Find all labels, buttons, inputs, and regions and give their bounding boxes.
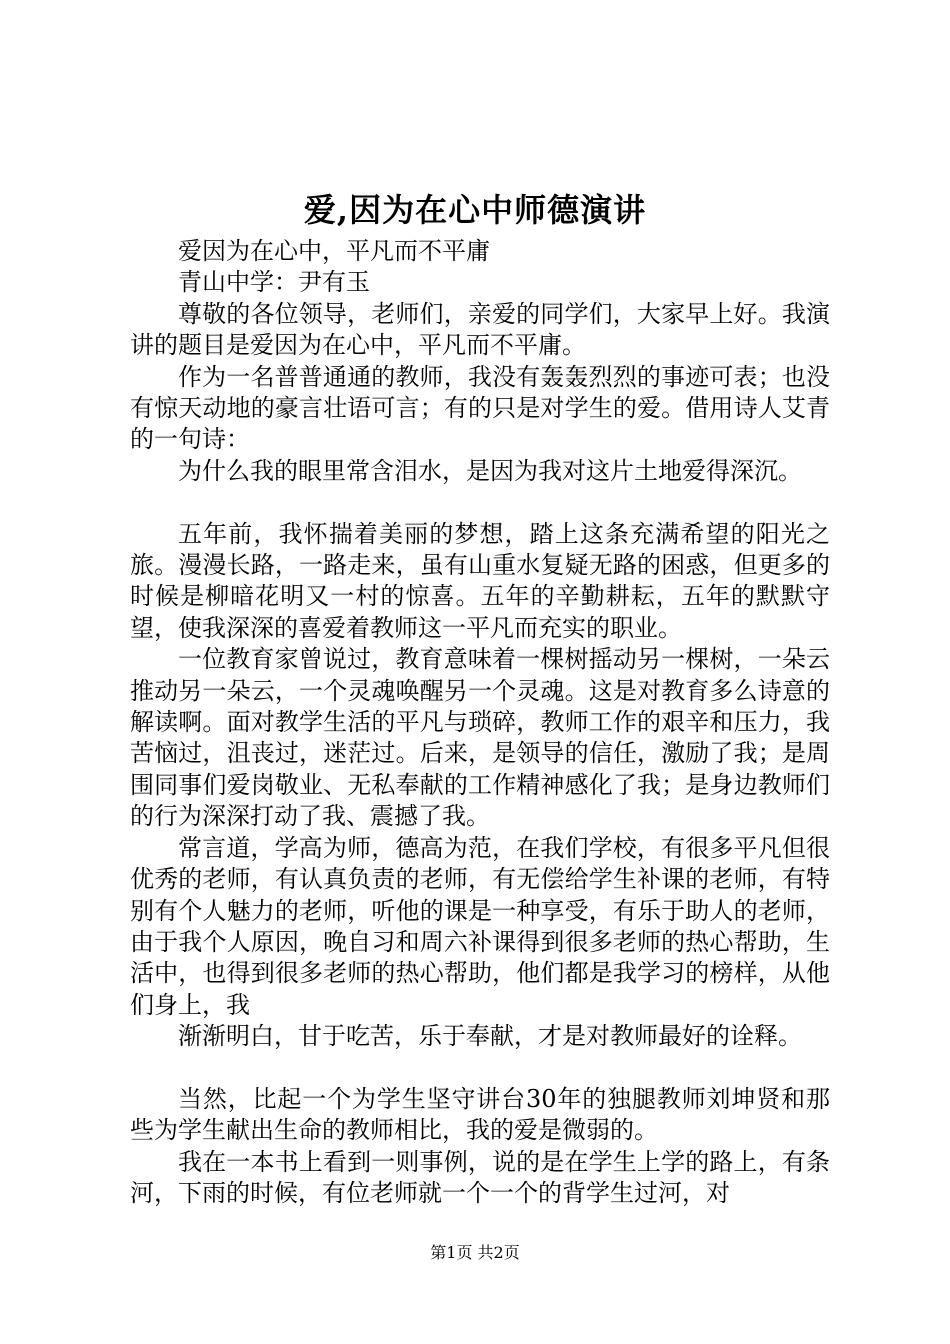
example-paragraph: 我在一本书上看到一则事例，说的是在学生上学的路上，有条河，下雨的时候，有位老师就一个一个的背学生过河，对 xyxy=(130,1147,830,1208)
educator-quote-paragraph: 一位教育家曾说过，教育意味着一棵树摇动另一棵树，一朵云推动另一朵云，一个灵魂唤醒另一个灵魂。这是对教育多么诗意的解读啊。面对教学生活的平凡与琐碎，教师工作的艰辛和压力，我苦恼过，沮丧过，迷茫过。后来，是领导的信任，激励了我；是周围同事们爱岗敬业、无私奉献的工作精神感化了我；是身边教师们的行为深深打动了我、震撼了我。 xyxy=(130,645,830,831)
realization-paragraph: 渐渐明白，甘于吃苦，乐于奉献，才是对教师最好的诠释。 xyxy=(178,1022,802,1051)
colleagues-paragraph: 常言道，学高为师，德高为范，在我们学校，有很多平凡但很优秀的老师，有认真负责的老师，有无偿给学生补课的老师，有特别有个人魅力的老师，听他的课是一种享受，有乐于助人的老师，由于我个人原因，晚自习和周六补课得到很多老师的热心帮助，生活中，也得到很多老师的热心帮助，他们都是我学习的榜样，从他们身上，我 xyxy=(130,833,830,1019)
poem-quote-paragraph: 为什么我的眼里常含泪水，是因为我对这片土地爱得深沉。 xyxy=(178,456,802,485)
author-paragraph: 青山中学：尹有玉 xyxy=(178,268,370,297)
document-body xyxy=(130,236,830,1210)
page-footer: 第1页 共2页 xyxy=(430,1243,520,1262)
greeting-paragraph: 尊敬的各位领导，老师们，亲爱的同学们，大家早上好。我演讲的题目是爱因为在心中，平凡而不平庸。 xyxy=(130,299,830,360)
intro-paragraph: 作为一名普普通通的教师，我没有轰轰烈烈的事迹可表；也没有惊天动地的豪言壮语可言；有的只是对学生的爱。借用诗人艾青的一句诗： xyxy=(130,362,830,454)
subtitle-paragraph: 爱因为在心中，平凡而不平庸 xyxy=(178,237,490,265)
document-title: 爱,因为在心中师德演讲 xyxy=(303,191,647,229)
comparison-paragraph: 当然，比起一个为学生坚守讲台30年的独腿教师刘坤贤和那些为学生献出生命的教师相比，我的爱是微弱的。 xyxy=(130,1084,830,1145)
five-years-paragraph: 五年前，我怀揣着美丽的梦想，踏上这条充满希望的阳光之旅。漫漫长路，一路走来，虽有山重水复疑无路的困惑，但更多的时候是柳暗花明又一村的惊喜。五年的辛勤耕耘，五年的默默守望，使我深深的喜爱着教师这一平凡而充实的职业。 xyxy=(130,519,830,642)
